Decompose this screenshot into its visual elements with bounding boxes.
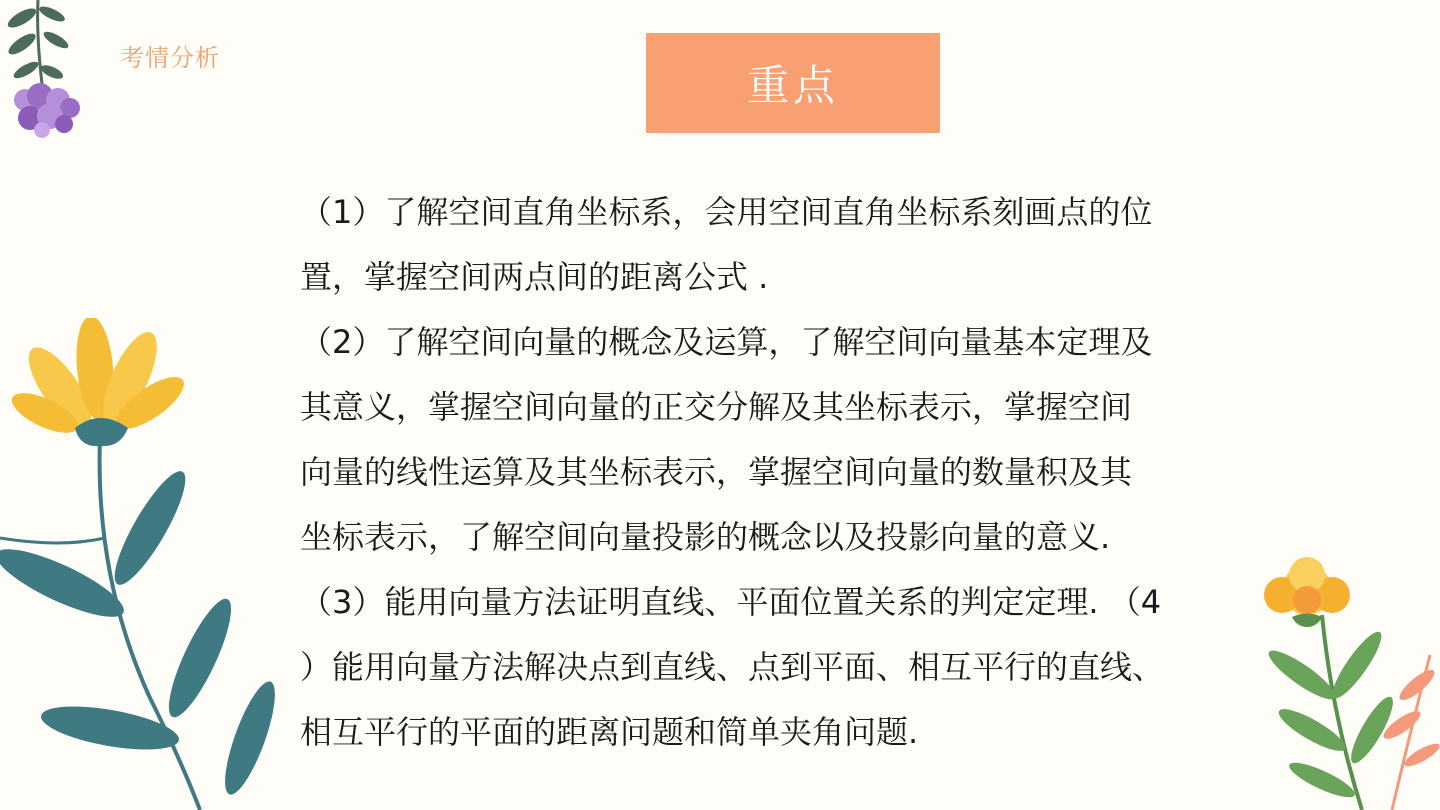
- lavender-sprig-decoration: [0, 0, 100, 150]
- orange-flower-right-decoration: [1262, 555, 1440, 810]
- text-line: 其意义，掌握空间向量的正交分解及其坐标表示，掌握空间: [300, 388, 1133, 426]
- page-title: 重点: [746, 61, 839, 110]
- text-line: 相互平行的平面的距离问题和简单夹角问题.: [300, 713, 919, 751]
- text-line: ）能用向量方法解决点到直线、点到平面、相互平行的直线、: [300, 648, 1165, 686]
- text-line: 置，掌握空间两点间的距离公式 .: [300, 258, 769, 296]
- section-label: 考情分析: [120, 44, 220, 72]
- key-points-text: [300, 180, 1260, 765]
- text-line: 坐标表示，了解空间向量投影的概念以及投影向量的意义.: [300, 518, 1111, 556]
- title-banner: [646, 33, 940, 133]
- text-line: （3）能用向量方法证明直线、平面位置关系的判定定理. （4: [300, 583, 1162, 621]
- yellow-flower-left-decoration: [0, 318, 300, 810]
- text-line: 向量的线性运算及其坐标表示，掌握空间向量的数量积及其: [300, 453, 1133, 491]
- text-line: （2）了解空间向量的概念及运算，了解空间向量基本定理及: [300, 323, 1153, 361]
- text-line: （1）了解空间直角坐标系，会用空间直角坐标系刻画点的位: [300, 193, 1153, 231]
